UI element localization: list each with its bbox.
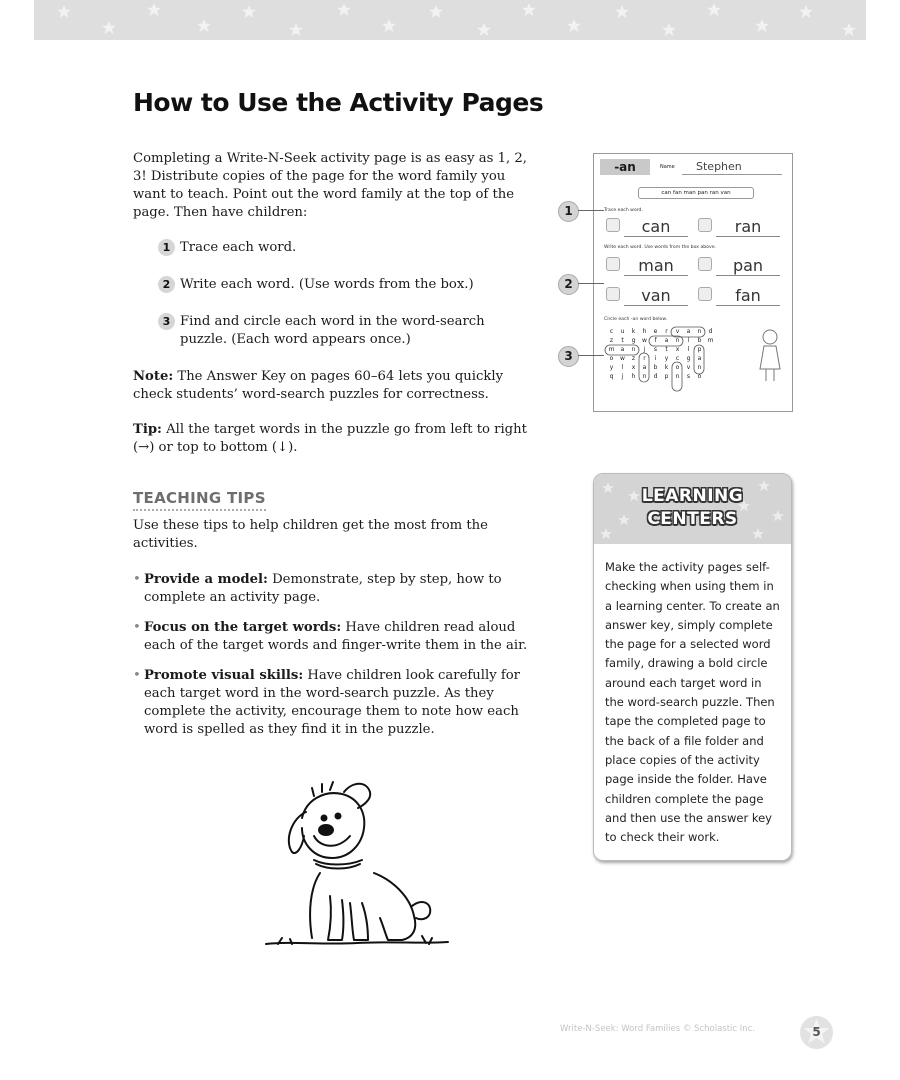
learning-centers-title: LEARNING CENTERS — [641, 486, 744, 529]
note-paragraph — [133, 368, 533, 404]
circle-instruction: Circle each -an word below. — [604, 317, 668, 322]
step-number: 1 — [158, 239, 175, 256]
note-text: The Answer Key on pages 60–64 lets you quickly check students’ word-search puzzles for correctness. — [133, 369, 504, 402]
worksheet-thumbnail — [593, 153, 793, 412]
worksheet-word: pan — [716, 257, 780, 276]
step-item — [158, 276, 518, 294]
word-circles-icon — [594, 154, 792, 411]
student-name: Stephen — [696, 160, 742, 173]
tip-text: All the target words in the puzzle go from left to right (→) or top to bottom (↓). — [133, 422, 527, 455]
step-number: 3 — [158, 313, 175, 330]
worksheet-word: van — [624, 287, 688, 306]
step-number: 2 — [158, 276, 175, 293]
tip-item-text: Demonstrate, step by step, how to complete an activity page. — [144, 572, 502, 605]
learning-centers-box — [593, 473, 792, 861]
tip-label: Tip: — [133, 422, 162, 437]
step-text: Find and circle each word in the word-search puzzle. (Each word appears once.) — [180, 314, 485, 347]
callout-1: 1 — [558, 201, 579, 222]
tip-item-label: Promote visual skills: — [144, 668, 304, 683]
callout-line — [578, 283, 604, 284]
note-label: Note: — [133, 369, 174, 384]
dog-illustration-icon — [262, 778, 452, 953]
trace-instruction: Trace each word. — [604, 208, 643, 213]
tip-item-label: Provide a model: — [144, 572, 268, 587]
step-text: Write each word. (Use words from the box.) — [180, 277, 474, 292]
teaching-tips-list — [133, 571, 538, 751]
step-item — [158, 239, 518, 257]
page-number-badge — [799, 1015, 834, 1050]
word-search-grid: c u k h e r v a n d z t g w f a n l b m m a n j s t x l p o w z r i y c g a y l x a b k o v n q j h n d p n s o — [608, 328, 714, 380]
steps-list — [158, 239, 518, 368]
word-family-tab: -an — [600, 159, 650, 175]
teaching-tips-heading: TEACHING TIPS — [133, 489, 266, 511]
worksheet-word: can — [624, 218, 688, 237]
star-banner — [34, 0, 866, 40]
learning-centers-text: Make the activity pages self-checking when using them in a learning center. To create an answer key, simply complete the page for a selected word family, drawing a bold circle around each target word in the word-search puzzle. Then tape the completed page to the back of a file folder and place copies of the activity page inside the folder. Have children complete the page and then use the answer key to check their work. — [605, 560, 780, 845]
list-item — [133, 667, 538, 739]
write-instruction: Write each word. Use words from the box above. — [604, 245, 716, 250]
callout-3: 3 — [558, 346, 579, 367]
word-box: can fan man pan ran van — [638, 187, 754, 199]
star-pattern-icon — [34, 0, 866, 40]
tip-item-text: Have children read aloud each of the target words and finger-write them in the air. — [144, 620, 528, 653]
page-title: How to Use the Activity Pages — [133, 88, 544, 117]
step-item — [158, 313, 518, 349]
callout-2: 2 — [558, 274, 579, 295]
tip-paragraph — [133, 421, 533, 457]
intro-paragraph: Completing a Write-N-Seek activity page is as easy as 1, 2, 3! Distribute copies of the page for the word family you want to teach. Point out the word family at the top of the page. Then have children: — [133, 151, 527, 220]
step-text: Trace each word. — [180, 240, 297, 255]
callout-line — [578, 355, 604, 356]
worksheet-word: man — [624, 257, 688, 276]
teaching-tips-intro: Use these tips to help children get the most from the activities. — [133, 518, 488, 551]
name-label: Name — [660, 164, 675, 170]
tip-item-label: Focus on the target words: — [144, 620, 342, 635]
callout-line — [578, 210, 604, 211]
footer-copyright: Write-N-Seek: Word Families © Scholastic Inc. — [560, 1024, 756, 1034]
worksheet-word: fan — [716, 287, 780, 306]
page-number: 5 — [812, 1025, 821, 1039]
list-item — [133, 571, 538, 607]
worksheet-word: ran — [716, 218, 780, 237]
list-item — [133, 619, 538, 655]
tip-item-text: Have children look carefully for each target word in the word-search puzzle. As they complete the activity, encourage them to note how each word is spelled as they find it in the puzzle. — [144, 668, 520, 737]
learning-centers-header — [594, 474, 791, 544]
